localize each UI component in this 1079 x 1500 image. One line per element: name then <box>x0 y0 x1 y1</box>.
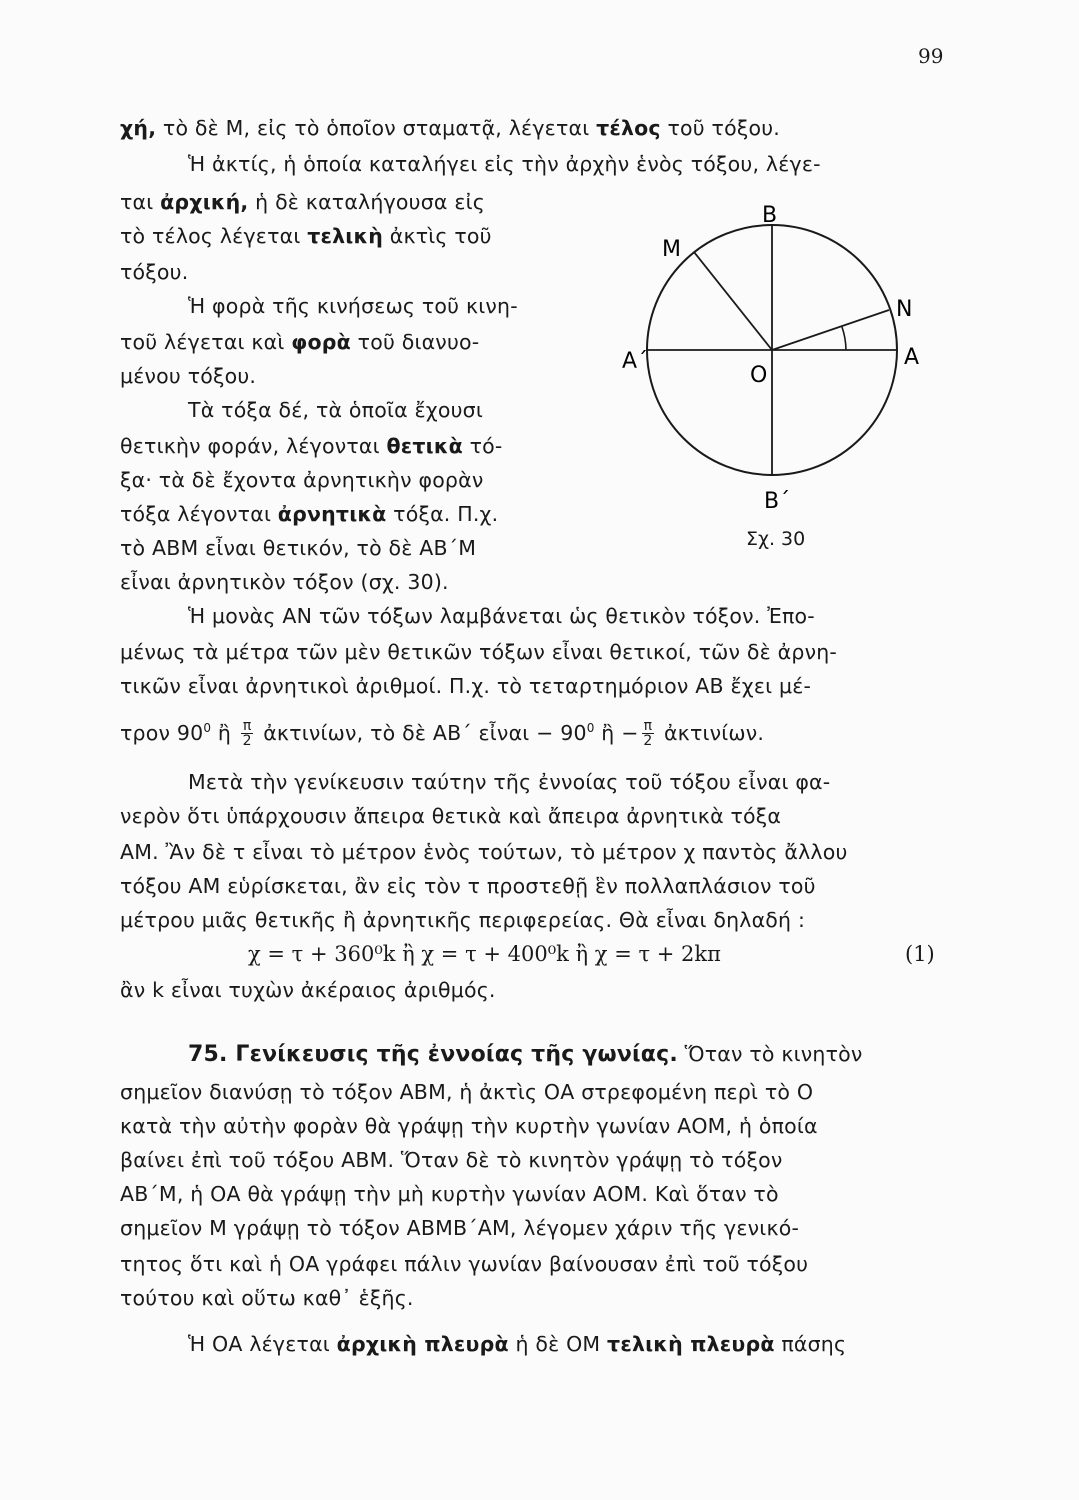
angle-arc <box>842 327 846 350</box>
text-line: Μετὰ τὴν γενίκευσιν ταύτην τῆς ἐννοίας τοῦ τόξου εἶναι φα- <box>188 770 831 794</box>
text-line: τοῦ λέγεται καὶ φορὰ τοῦ διανυο- <box>120 330 480 354</box>
radius-OM <box>694 252 772 350</box>
page-number: 99 <box>918 44 944 68</box>
section-heading-line: 75. Γενίκευσις τῆς ἐννοίας τῆς γωνίας. Ὅταν τὸ κινητὸν <box>188 1042 863 1067</box>
text-line: Ἡ μονὰς ΑΝ τῶν τόξων λαμβάνεται ὡς θετικὸν τόξον. Ἐπο- <box>188 604 815 628</box>
text-line: τὸ τέλος λέγεται τελικὴ ἀκτὶς τοῦ <box>120 224 492 248</box>
label-A: A <box>904 345 920 370</box>
figure-caption: Σχ. 30 <box>746 528 806 550</box>
text-line: ται ἀρχική, ἡ δὲ καταλήγουσα εἰς <box>120 190 485 214</box>
text-line: Ἡ φορὰ τῆς κινήσεως τοῦ κινη- <box>188 294 518 318</box>
text-line: χή, τὸ δὲ Μ, εἰς τὸ ὁποῖον σταματᾷ, λέγεται τέλος τοῦ τόξου. <box>120 116 780 140</box>
text-line: νερὸν ὅτι ὑπάρχουσιν ἄπειρα θετικὰ καὶ ἄπειρα ἀρνητικὰ τόξα <box>120 804 782 828</box>
label-B: B <box>762 203 778 228</box>
text-line: τικῶν εἶναι ἀρνητικοὶ ἀριθμοί. Π.χ. τὸ τεταρτημόριον ΑΒ ἔχει μέ- <box>120 674 812 698</box>
text-line: ΑΒ΄Μ, ἡ ΟΑ θὰ γράψῃ τὴν μὴ κυρτὴν γωνίαν ΑΟΜ. Καὶ ὅταν τὸ <box>120 1182 779 1206</box>
text-line: τόξου ΑΜ εὑρίσκεται, ἂν εἰς τὸν τ προστεθῇ ἓν πολλαπλάσιον τοῦ <box>120 874 816 898</box>
text-line: τόξα λέγονται ἀρνητικὰ τόξα. Π.χ. <box>120 502 499 526</box>
text-line: μένως τὰ μέτρα τῶν μὲν θετικῶν τόξων εἶναι θετικοί, τῶν δὲ ἀρνη- <box>120 640 838 664</box>
measure-line: τρον $90^0$ ἢ $\frac{\pi}{2}$ ἀκτινίων, τὸ δὲ ΑΒ΄ εἶναι − $90^0$ ἢ − $\frac{\pi}{2}$ ἀκτινίων. <box>120 718 765 750</box>
label-B-prime: B΄ <box>764 489 791 514</box>
text-line: σημεῖον διανύσῃ τὸ τόξον ΑΒΜ, ἡ ἀκτὶς ΟΑ στρεφομένη περὶ τὸ Ο <box>120 1080 814 1104</box>
text-line: ΑΜ. Ἂν δὲ τ εἶναι τὸ μέτρον ἑνὸς τούτων, τὸ μέτρον χ παντὸς ἄλλου <box>120 840 848 864</box>
text-line: τὸ ΑΒΜ εἶναι θετικόν, τὸ δὲ ΑΒ΄Μ <box>120 536 477 560</box>
section-heading: 75. Γενίκευσις τῆς ἐννοίας τῆς γωνίας. <box>188 1042 678 1067</box>
text-line: εἶναι ἀρνητικὸν τόξον (σχ. 30). <box>120 570 449 594</box>
text-line: ξα· τὰ δὲ ἔχοντα ἀρνητικὴν φορὰν <box>120 468 484 492</box>
equation-number: (1) <box>905 942 935 966</box>
text-line: Τὰ τόξα δέ, τὰ ὁποῖα ἔχουσι <box>188 398 483 422</box>
text-line: Ἡ ΟΑ λέγεται ἀρχικὴ πλευρὰ ἡ δὲ ΟΜ τελικὴ πλευρὰ πάσης <box>188 1332 847 1356</box>
text-line: Ἡ ἀκτίς, ἡ ὁποία καταλήγει εἰς τὴν ἀρχὴν ἑνὸς τόξου, λέγε- <box>188 152 821 176</box>
text-line: ἂν k εἶναι τυχὼν ἀκέραιος ἀριθμός. <box>120 978 496 1002</box>
circle-figure <box>612 188 932 518</box>
text-line: σημεῖον Μ γράψῃ τὸ τόξον ΑΒΜΒ΄ΑΜ, λέγομεν χάριν τῆς γενικό- <box>120 1216 800 1240</box>
text-line: βαίνει ἐπὶ τοῦ τόξου ΑΒΜ. Ὅταν δὲ τὸ κινητὸν γράψῃ τὸ τόξον <box>120 1148 783 1172</box>
label-O: O <box>750 363 768 388</box>
text-line: μέτρου μιᾶς θετικῆς ἢ ἀρνητικῆς περιφερείας. Θὰ εἶναι δηλαδή : <box>120 908 806 932</box>
text-line: μένου τόξου. <box>120 364 257 388</box>
text-line: κατὰ τὴν αὐτὴν φορὰν θὰ γράψῃ τὴν κυρτὴν γωνίαν ΑΟΜ, ἡ ὁποία <box>120 1114 818 1138</box>
label-A-prime: Α΄ <box>622 349 649 374</box>
label-M: M <box>662 237 681 262</box>
radius-ON <box>772 310 889 350</box>
text-line: τητος ὅτι καὶ ἡ ΟΑ γράφει πάλιν γωνίαν βαίνουσαν ἐπὶ τοῦ τόξου <box>120 1252 809 1276</box>
label-N: N <box>896 297 913 322</box>
fraction-pi-over-2: $\frac{\pi}{2}$ <box>242 718 252 750</box>
text-line: θετικὴν φοράν, λέγονται θετικὰ τό- <box>120 434 503 458</box>
fraction-pi-over-2: $\frac{\pi}{2}$ <box>643 718 653 750</box>
formula: χ = τ + 360⁰k ἢ χ = τ + 400⁰k ἢ χ = τ + 2kπ <box>248 942 721 966</box>
text-line: τόξου. <box>120 260 189 284</box>
text-line: τούτου καὶ οὕτω καθ᾽ ἑξῆς. <box>120 1286 414 1310</box>
